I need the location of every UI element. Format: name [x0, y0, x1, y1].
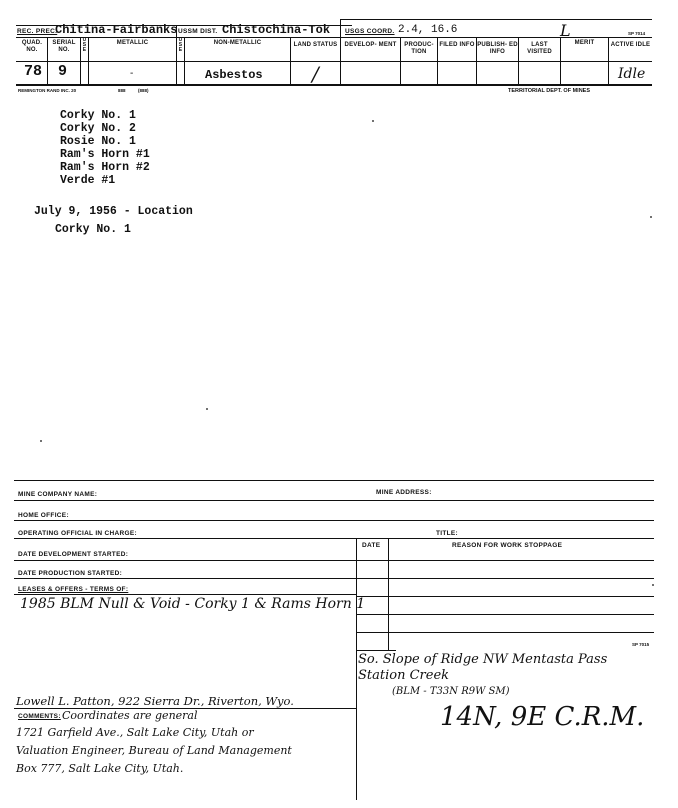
- location-note: Station Creek: [358, 668, 450, 683]
- comment-line: Box 777, Salt Lake City, Utah.: [16, 762, 184, 775]
- rule: [356, 596, 654, 597]
- scan-speck: [652, 584, 654, 586]
- metallic-value: -: [130, 68, 134, 79]
- comment-line: 1721 Garfield Ave., Salt Lake City, Utah or: [16, 726, 254, 739]
- rule: [340, 19, 652, 20]
- operating-official-label: OPERATING OFFICIAL IN CHARGE:: [18, 530, 137, 537]
- date-development-label: DATE DEVELOPMENT STARTED:: [18, 551, 129, 558]
- leases-label: LEASES & OFFERS - TERMS OF:: [18, 586, 129, 593]
- col-published-info: PUBLISH- ED INFO: [477, 42, 518, 55]
- rule: [14, 560, 654, 561]
- date-column-label: DATE: [362, 542, 381, 549]
- rule: [14, 520, 654, 521]
- reason-column-label: REASON FOR WORK STOPPAGE: [452, 542, 563, 549]
- location-note: (BLM - T33N R9W SM): [392, 686, 510, 697]
- department-name: TERRITORIAL DEPT. OF MINES: [508, 88, 590, 94]
- col-merit: MERIT: [574, 40, 595, 46]
- non-metallic-value: Asbestos: [205, 68, 263, 82]
- comment-line: Coordinates are general: [62, 709, 198, 722]
- printer-code: 888: [118, 88, 126, 93]
- date-production-label: DATE PRODUCTION STARTED:: [18, 570, 123, 577]
- quad-value: 78: [24, 63, 43, 80]
- corner-mark: L: [560, 21, 571, 40]
- rule: [14, 480, 654, 481]
- col-use-left: U S E: [82, 37, 87, 53]
- rule: [356, 614, 654, 615]
- rule: [356, 578, 654, 579]
- col-filed-info: FILED INFO: [439, 42, 475, 48]
- rec-prec-label: REC. PREC.: [17, 28, 58, 35]
- leases-note: 1985 BLM Null & Void - Corky 1 & Rams Horn 1: [20, 596, 366, 612]
- col-land-status: LAND STATUS: [293, 42, 338, 48]
- col-active-idle: ACTIVE IDLE: [610, 42, 651, 48]
- rule: [14, 594, 356, 595]
- comment-line: Valuation Engineer, Bureau of Land Management: [16, 744, 292, 757]
- rule: [388, 538, 389, 650]
- printer-code-2: (888): [138, 88, 149, 93]
- rule: [14, 578, 356, 579]
- rule: [16, 84, 652, 86]
- home-office-label: HOME OFFICE:: [18, 512, 69, 519]
- rule: [14, 538, 654, 539]
- col-metallic: METALLIC: [116, 40, 149, 46]
- location-coordinates: 14N, 9E C.R.M.: [440, 702, 645, 732]
- form-number-2: SP 7015: [632, 642, 650, 647]
- comments-label: COMMENTS:: [18, 713, 61, 720]
- claim-item: Corky No. 1: [60, 109, 136, 122]
- col-development: DEVELOP- MENT: [344, 42, 397, 48]
- claim-item: Verde #1: [60, 174, 116, 187]
- rule: [14, 500, 654, 501]
- scan-speck: [372, 120, 374, 122]
- rule: [356, 538, 357, 800]
- location-note: So. Slope of Ridge NW Mentasta Pass: [358, 652, 608, 667]
- col-last-visited: LAST VISITED: [527, 42, 552, 55]
- claim-item: Ram's Horn #2: [60, 161, 150, 174]
- scan-speck: [206, 408, 208, 410]
- claim-item: Corky No. 2: [60, 122, 136, 135]
- col-production: PRODUC- TION: [404, 42, 434, 55]
- rule: [340, 19, 341, 85]
- mine-company-name-label: MINE COMPANY NAME:: [18, 491, 98, 498]
- usgs-coord-value: 2.4, 16.6: [398, 24, 458, 36]
- serial-value: 9: [58, 63, 68, 80]
- usgs-coord-label: USGS COORD.: [345, 28, 395, 35]
- location-claim: Corky No. 1: [55, 223, 131, 236]
- printer-name: REMINGTON RAND INC. 20: [18, 88, 77, 93]
- rule: [356, 650, 396, 651]
- mine-address-label: MINE ADDRESS:: [376, 489, 432, 496]
- ussm-dist-value: Chistochina-Tok: [222, 23, 331, 37]
- rule: [16, 37, 652, 38]
- rule: [356, 632, 654, 633]
- active-idle-value: Idle: [618, 66, 646, 82]
- col-use-right: U S E: [178, 37, 183, 53]
- form-number: SP 7014: [628, 31, 646, 36]
- rule: [16, 61, 652, 62]
- claim-item: Rosie No. 1: [60, 135, 136, 148]
- owner-address: Lowell L. Patton, 922 Sierra Dr., Riverton, Wyo.: [16, 694, 294, 708]
- land-status-value: /: [312, 62, 319, 86]
- col-non-metallic: NON-METALLIC: [213, 40, 262, 46]
- ussm-dist-label: USSM DIST.: [178, 28, 218, 35]
- col-serial-no: SERIAL NO.: [52, 40, 76, 53]
- location-date: July 9, 1956 - Location: [34, 205, 193, 218]
- claim-item: Ram's Horn #1: [60, 148, 150, 161]
- scan-speck: [40, 440, 42, 442]
- col-quad-no: QUAD. NO.: [21, 40, 43, 53]
- rec-prec-value: Chitina-Fairbanks: [55, 23, 178, 37]
- scan-speck: [650, 216, 652, 218]
- title-label: TITLE:: [436, 530, 459, 537]
